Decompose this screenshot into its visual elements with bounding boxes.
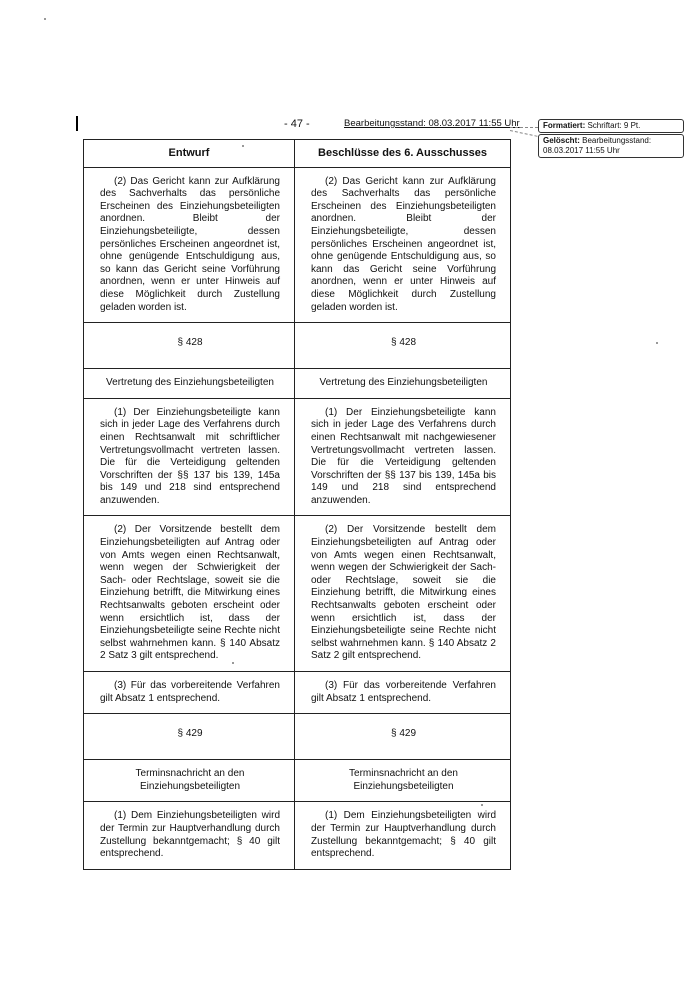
- table-header-row: [84, 140, 511, 168]
- status-line: Bearbeitungsstand: 08.03.2017 11:55 Uhr: [344, 118, 520, 129]
- comment-balloon-deleted[interactable]: [538, 134, 684, 158]
- table-row: [84, 167, 511, 323]
- scan-speck: [242, 145, 244, 147]
- table-row: [84, 714, 511, 760]
- comment-connector: [510, 130, 538, 137]
- section-number: § 429: [177, 728, 203, 740]
- table-row: [84, 672, 511, 714]
- table-row: [84, 802, 511, 869]
- change-bar: [76, 116, 78, 131]
- paragraph-text: (1) Der Einziehungsbeteiligte kann sich in jeder Lage des Verfahrens durch einen Rechtsanwalt mit schriftlicher Vertretungsvollmacht vertreten lassen. Die für die Verteidigung geltenden Vorschriften der §§ 137 bis 139, 145a bis 149 und 218 sind entsprechend anzuwenden.: [100, 406, 280, 506]
- table-cell: [295, 323, 511, 369]
- table-cell: [295, 714, 511, 760]
- scan-speck: [481, 804, 483, 806]
- scan-speck: [656, 342, 658, 344]
- table-cell: [295, 167, 511, 323]
- comment-label: Formatiert:: [543, 121, 586, 130]
- comment-connector: [510, 127, 538, 128]
- table-cell: [84, 369, 295, 399]
- paragraph-text: (3) Für das vorbereitende Verfahren gilt Absatz 1 entsprechend.: [311, 680, 496, 704]
- comment-balloon-formatted[interactable]: [538, 119, 684, 133]
- table-cell: [295, 516, 511, 672]
- paragraph-text: (3) Für das vorbereitende Verfahren gilt Absatz 1 entsprechend.: [100, 680, 280, 704]
- paragraph-text: (2) Der Vorsitzende bestellt dem Einziehungsbeteiligten auf Antrag oder von Amts wegen einen Rechtsanwalt, wenn wegen der Schwierigkeit der Sach- oder Rechtslage, soweit sie die Einziehung betrifft, die Mitwirkung eines Rechtsanwalts geboten erscheint oder wenn ersichtlich ist, dass der Einziehungsbeteiligte seine Rechte nicht selbst wahrnehmen kann. § 140 Absatz 2 Satz 2 gilt entsprechend.: [311, 524, 496, 662]
- section-title: Terminsnachricht an den Einziehungsbeteiligten: [135, 768, 245, 792]
- table-cell: [295, 369, 511, 399]
- table-cell: [84, 802, 295, 869]
- section-title: Vertretung des Einziehungsbeteiligten: [106, 377, 274, 389]
- table-cell: [295, 802, 511, 869]
- scan-speck: [44, 18, 46, 20]
- paragraph-text: (2) Das Gericht kann zur Aufklärung des Sachverhalts das persönliche Erscheinen des Einziehungsbeteiligten anordnen. Bleibt der Einziehungsbeteiligte, dessen persönliches Erscheinen angeordnet ist, ohne genügende Entschuldigung aus, so kann das Gericht seine Vorführung anordnen, wenn er unter Hinweis auf diese Möglichkeit durch Zustellung geladen worden ist.: [100, 175, 280, 313]
- paragraph-text: (1) Der Einziehungsbeteiligte kann sich in jeder Lage des Verfahrens durch einen Rechtsanwalt mit nachgewiesener Vertretungsvollmacht vertreten lassen. Die für die Verteidigung geltenden Vorschriften der §§ 137 bis 139, 145a bis 149 und 218 sind entsprechend anzuwenden.: [311, 406, 496, 506]
- page-number: - 47 -: [284, 118, 310, 130]
- table-cell: [84, 760, 295, 802]
- table-cell: [295, 760, 511, 802]
- comment-text: Schriftart: 9 Pt.: [587, 121, 641, 130]
- table-row: [84, 516, 511, 672]
- column-header-entwurf: Entwurf: [84, 140, 295, 168]
- section-number: § 428: [177, 337, 203, 349]
- scan-speck: [232, 662, 234, 664]
- paragraph-text: (1) Dem Einziehungsbeteiligten wird der Termin zur Hauptverhandlung durch Zustellung bekanntgemacht; § 40 gilt entsprechend.: [311, 810, 496, 860]
- table-cell: [84, 714, 295, 760]
- table-row: [84, 760, 511, 802]
- column-header-beschluesse: Beschlüsse des 6. Ausschusses: [295, 140, 511, 168]
- section-number: § 428: [390, 337, 417, 349]
- table-row: [84, 398, 511, 516]
- table-row: [84, 369, 511, 399]
- table-row: [84, 323, 511, 369]
- section-title: Vertretung des Einziehungsbeteiligten: [319, 377, 488, 389]
- paragraph-text: (2) Das Gericht kann zur Aufklärung des Sachverhalts das persönliche Erscheinen des Einziehungsbeteiligten anordnen. Bleibt der Einziehungsbeteiligte, dessen persönliches Erscheinen angeordnet ist, ohne genügende Entschuldigung aus, so kann das Gericht seine Vorführung anordnen, wenn er unter Hinweis auf diese Möglichkeit durch Zustellung geladen worden ist.: [311, 175, 496, 313]
- table-cell: [84, 323, 295, 369]
- comment-text: Bearbeitungsstand: 08.03.2017 11:55 Uhr: [543, 136, 652, 155]
- table-cell: [84, 167, 295, 323]
- paragraph-text: (1) Dem Einziehungsbeteiligten wird der Termin zur Hauptverhandlung durch Zustellung bekanntgemacht; § 40 gilt entsprechend.: [100, 810, 280, 860]
- synopsis-table: [83, 139, 511, 870]
- section-title: Terminsnachricht an den Einziehungsbeteiligten: [349, 768, 458, 792]
- section-number: § 429: [390, 728, 417, 740]
- paragraph-text: (2) Der Vorsitzende bestellt dem Einziehungsbeteiligten auf Antrag oder von Amts wegen einen Rechtsanwalt, wenn wegen der Schwierigkeit der Sach- oder Rechtslage, soweit sie die Einziehung betrifft, die Mitwirkung eines Rechtsanwalts geboten erscheint oder wenn ersichtlich ist, dass der Einziehungsbeteiligte seine Rechte nicht selbst wahrnehmen kann. § 140 Absatz 2 Satz 3 gilt entsprechend.: [100, 524, 280, 662]
- table-cell: [84, 516, 295, 672]
- table-cell: [295, 398, 511, 516]
- table-cell: [84, 672, 295, 714]
- table-cell: [84, 398, 295, 516]
- table-cell: [295, 672, 511, 714]
- comment-label: Gelöscht:: [543, 136, 580, 145]
